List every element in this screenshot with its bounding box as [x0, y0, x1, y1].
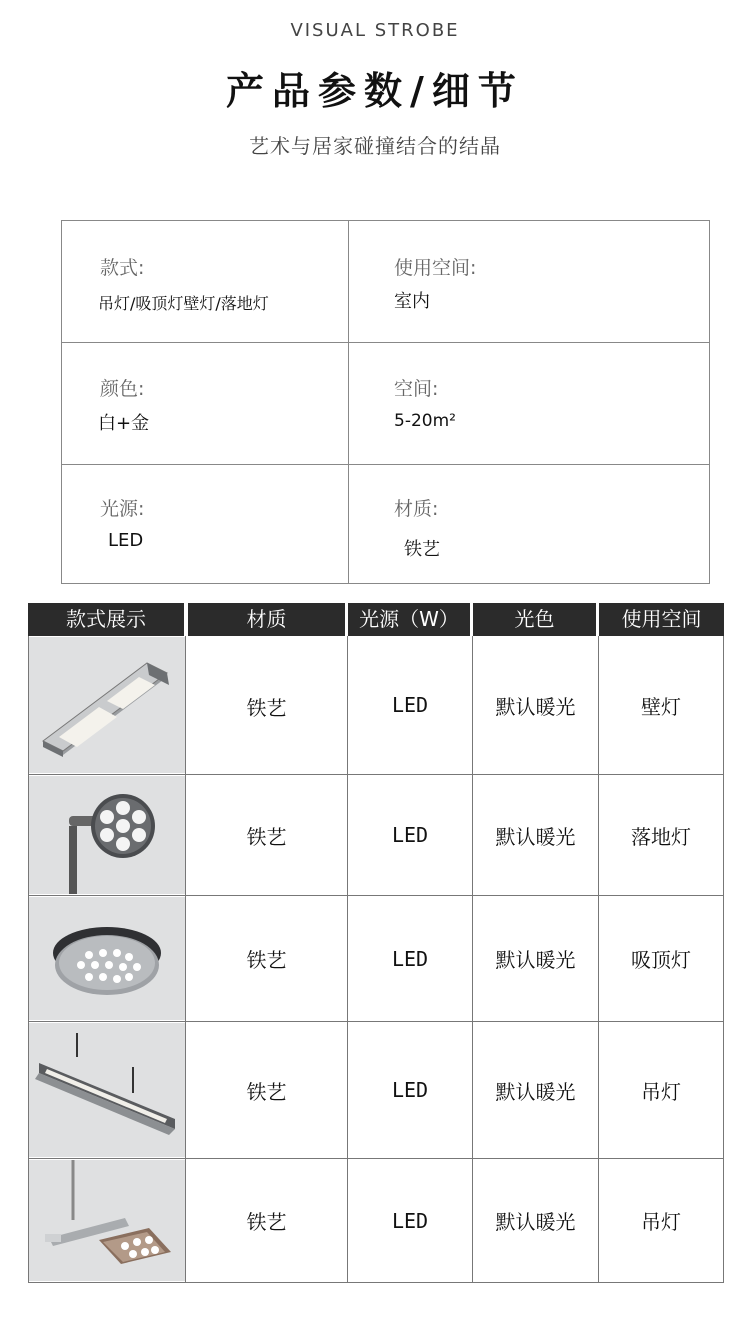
rod-pendant-light-icon: [29, 1160, 185, 1281]
cell-light-color: 默认暖光: [473, 1022, 599, 1159]
product-image-cell: [28, 775, 186, 896]
param-value-space: 5-20m²: [394, 411, 456, 431]
param-label-space: 空间:: [394, 378, 439, 400]
linear-pendant-light-icon: [29, 1023, 185, 1157]
param-value-style: 吊灯/吸顶灯壁灯/落地灯: [98, 294, 269, 313]
cell-material: 铁艺: [186, 1022, 348, 1159]
multi-head-floor-light-icon: [29, 776, 185, 894]
product-image: [29, 897, 185, 1020]
product-image-cell: [28, 1022, 186, 1159]
cell-light-color: 默认暖光: [473, 1159, 599, 1283]
param-value-color: 白+金: [98, 413, 150, 434]
header-light-color: 光色: [473, 603, 596, 636]
product-image: [29, 1160, 185, 1281]
product-image-cell: [28, 636, 186, 775]
cell-material: 铁艺: [186, 775, 348, 896]
cell-usage-space: 壁灯: [599, 636, 724, 775]
page-title: 产品参数/细节: [226, 69, 524, 113]
round-ceiling-light-icon: [29, 897, 185, 1020]
cell-light-color: 默认暖光: [473, 636, 599, 775]
param-value-material: 铁艺: [404, 539, 440, 560]
grid-divider: [62, 342, 709, 343]
params-grid: [61, 220, 710, 584]
header-usage-space: 使用空间: [599, 603, 724, 636]
cell-usage-space: 吊灯: [599, 1022, 724, 1159]
product-image: [29, 637, 185, 773]
cell-light-color: 默认暖光: [473, 775, 599, 896]
cell-material: 铁艺: [186, 1159, 348, 1283]
cell-usage-space: 吊灯: [599, 1159, 724, 1283]
linear-panel-light-icon: [29, 637, 185, 773]
header-light-source: 光源（W）: [348, 603, 470, 636]
header-style-display: 款式展示: [28, 603, 184, 636]
product-image-cell: [28, 896, 186, 1022]
cell-light-source: LED: [348, 1022, 473, 1159]
param-value-usage-space: 室内: [394, 291, 430, 312]
param-label-style: 款式:: [100, 257, 145, 279]
param-value-light-source: LED: [108, 530, 144, 551]
param-label-material: 材质:: [394, 498, 439, 520]
param-label-color: 颜色:: [100, 378, 145, 400]
cell-material: 铁艺: [186, 896, 348, 1022]
brand-text: VISUAL STROBE: [290, 20, 460, 41]
cell-light-source: LED: [348, 775, 473, 896]
cell-light-source: LED: [348, 1159, 473, 1283]
header-material: 材质: [188, 603, 345, 636]
table-row: [28, 636, 724, 775]
table-header: [28, 603, 724, 636]
page-subtitle: 艺术与居家碰撞结合的结晶: [249, 134, 501, 158]
product-image: [29, 776, 185, 894]
cell-usage-space: 吸顶灯: [599, 896, 724, 1022]
cell-light-color: 默认暖光: [473, 896, 599, 1022]
cell-light-source: LED: [348, 636, 473, 775]
table-row: [28, 775, 724, 896]
table-row: [28, 1022, 724, 1159]
table-row: [28, 1159, 724, 1283]
product-image: [29, 1023, 185, 1157]
param-label-usage-space: 使用空间:: [394, 257, 477, 279]
spec-table: [28, 603, 724, 1283]
cell-usage-space: 落地灯: [599, 775, 724, 896]
grid-divider: [348, 221, 349, 583]
grid-divider: [62, 464, 709, 465]
param-label-light-source: 光源:: [100, 498, 145, 520]
cell-light-source: LED: [348, 896, 473, 1022]
table-row: [28, 896, 724, 1022]
product-image-cell: [28, 1159, 186, 1283]
cell-material: 铁艺: [186, 636, 348, 775]
